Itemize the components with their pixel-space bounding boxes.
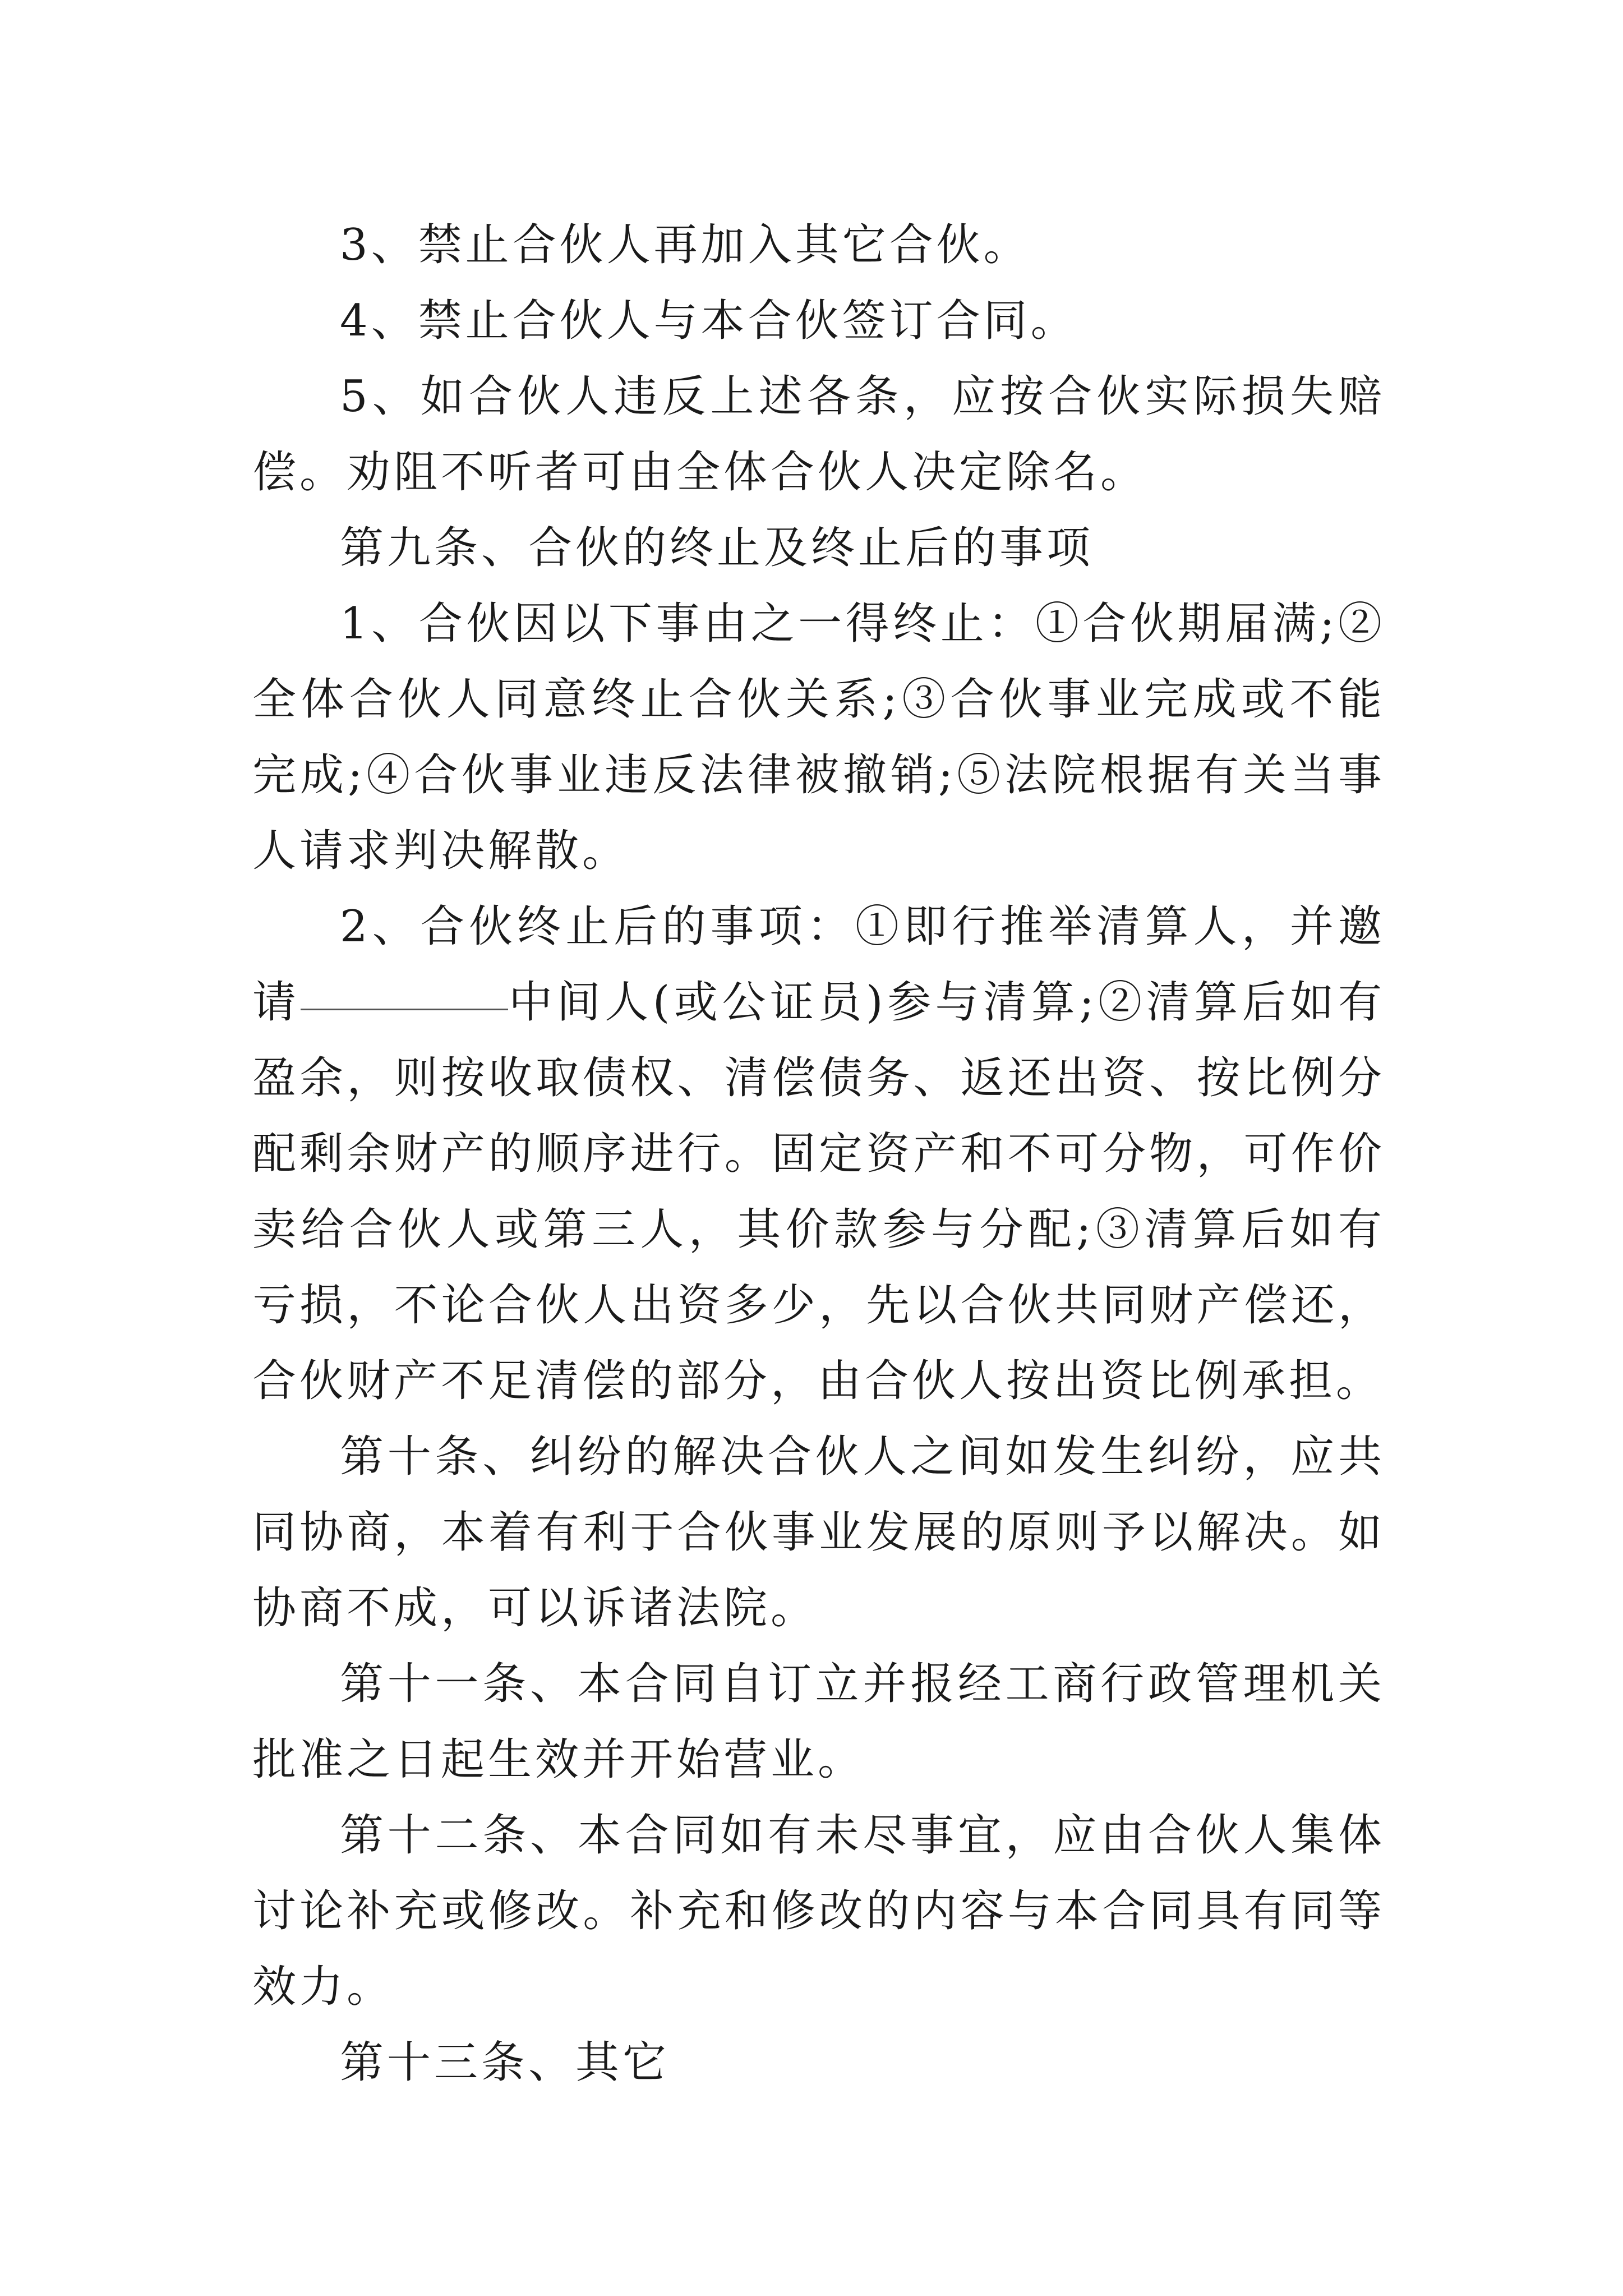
clause-9-item-2 xyxy=(252,889,1385,1419)
fill-in-blank-line xyxy=(301,1008,508,1010)
clause-13: 第十三条、其它 xyxy=(340,2037,670,2088)
clause-8-item-3: 3、禁止合伙人再加入其它合伙。 xyxy=(340,220,1031,270)
clause-9-item-2-rest: 中间人(或公证员)参与清算;②清算后如有盈余，则按收取债权、清偿债务、返还出资、按比例分配剩余财产的顺序进行。固定资产和不可分物，可作价卖给合伙人或第三人，其价款参与分配;③清算后如有亏损，不论合伙人出资多少，先以合伙共同财产偿还，合伙财产不足清偿的部分，由合伙人按出资比例承担。 xyxy=(252,977,1385,1406)
document-body xyxy=(252,208,1385,2101)
clause-8-item-5: 5、如合伙人违反上述各条，应按合伙实际损失赔偿。劝阻不听者可由全体合伙人决定除名。 xyxy=(252,371,1385,498)
clause-12: 第十二条、本合同如有未尽事宜，应由合伙人集体讨论补充或修改。补充和修改的内容与本合同具有同等效力。 xyxy=(252,1810,1385,2012)
clause-9-item-1: 1、合伙因以下事由之一得终止：①合伙期届满;②全体合伙人同意终止合伙关系;③合伙事业完成或不能完成;④合伙事业违反法律被撤销;⑤法院根据有关当事人请求判决解散。 xyxy=(252,599,1385,876)
clause-11: 第十一条、本合同自订立并报经工商行政管理机关批准之日起生效并开始营业。 xyxy=(252,1659,1385,1785)
clause-10: 第十条、纠纷的解决合伙人之间如发生纠纷，应共同协商，本着有利于合伙事业发展的原则予以解决。如协商不成，可以诉诸法院。 xyxy=(252,1432,1385,1634)
clause-9-heading: 第九条、合伙的终止及终止后的事项 xyxy=(340,523,1094,573)
clause-8-item-4: 4、禁止合伙人与本合伙签订合同。 xyxy=(340,296,1078,346)
clause-9-item-2-lead: 2、合伙终止后的事项：①即行推举清算人，并邀请 xyxy=(252,901,1385,1028)
